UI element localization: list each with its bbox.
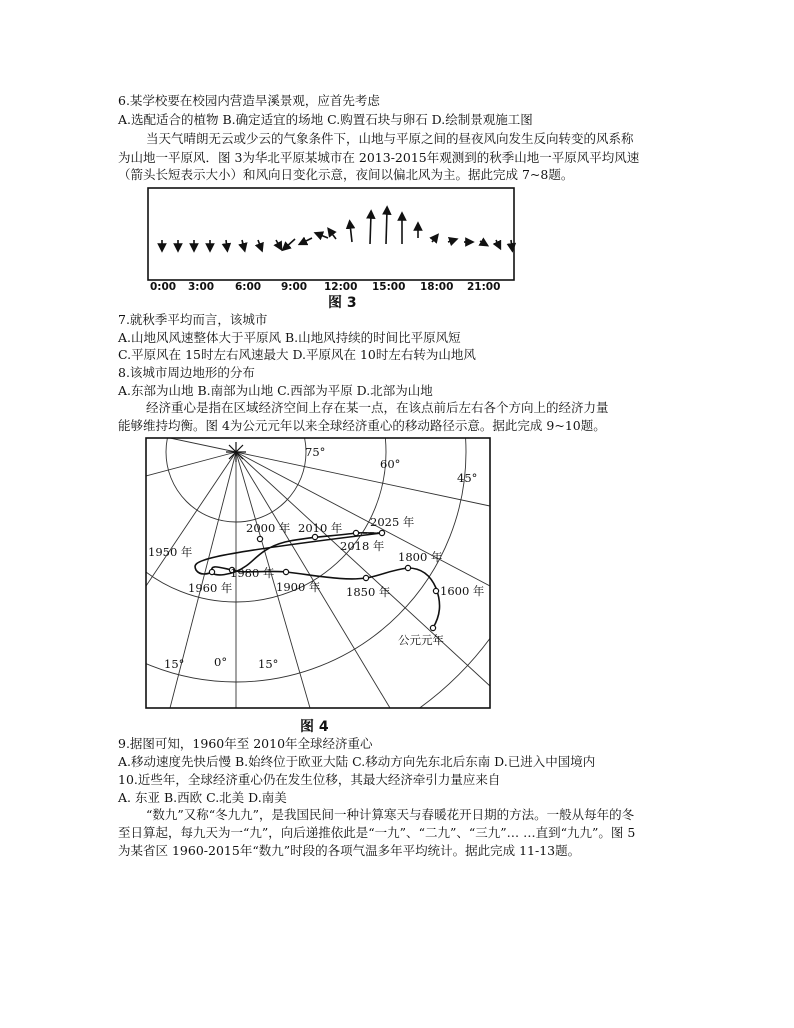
path-point-1600 (433, 588, 438, 593)
year-label-1900: 1900 年 (276, 580, 321, 594)
path-point-2018 (353, 530, 358, 535)
passage1-line3: （箭头长短表示大小）和风向日变化示意，夜间以偏北风为主。据此完成 7~8题。 (118, 167, 574, 182)
year-label-1800: 1800 年 (398, 550, 443, 564)
lat-label-75: 75° (305, 445, 326, 459)
wind-arrow (276, 240, 280, 247)
path-point-2025 (379, 530, 384, 535)
wind-arrow (258, 240, 261, 248)
wind-arrow (302, 238, 312, 243)
wind-arrow (330, 231, 336, 239)
wind-arrow (318, 234, 328, 238)
passage2-line1: 经济重心是指在区域经济空间上存在某一点，在该点前后左右各个方向上的经济力量 (146, 400, 609, 415)
year-label-2018: 2018 年 (340, 539, 385, 553)
figure-4-economic-center-map (140, 436, 500, 734)
meridian (170, 438, 236, 452)
year-label-2000: 2000 年 (246, 521, 291, 535)
time-label: 0:00 (150, 281, 177, 293)
q7-options-cd: C.平原风在 15时左右风速最大 D.平原风在 10时左右转为山地风 (118, 347, 476, 362)
lat-label-45: 45° (457, 471, 478, 485)
passage1-line1: 当天气晴朗无云或少云的气象条件下，山地与平原之间的昼夜风向发生反向转变的风系称 (146, 131, 634, 146)
fig3-caption: 图 3 (328, 295, 357, 311)
wind-arrow (285, 239, 295, 248)
time-label: 3:00 (188, 281, 215, 293)
wind-arrow (432, 237, 436, 242)
year-label-1600: 1600 年 (440, 584, 485, 598)
path-point-0 (430, 625, 435, 630)
q9-options: A.移动速度先快后慢 B.始终位于欧亚大陆 C.移动方向先东北后东南 D.已进入中国境内 (118, 754, 596, 769)
wind-arrow (448, 240, 454, 242)
lon-label-15e: 15° (258, 657, 279, 671)
path-point-2010 (312, 534, 317, 539)
q6-stem: 6.某学校要在校园内营造旱溪景观，应首先考虑 (118, 93, 380, 108)
wind-arrows (162, 210, 512, 248)
fig3-frame (148, 188, 514, 280)
q10-options: A. 东亚 B.西欧 C.北美 D.南美 (118, 790, 287, 805)
wind-arrow (496, 240, 499, 246)
year-label-1950: 1950 年 (148, 545, 193, 559)
path-point-1800 (405, 565, 410, 570)
fig4-caption: 图 4 (300, 719, 329, 735)
wind-arrow (480, 241, 485, 244)
passage3-line3: 为某省区 1960-2015年“数九”时段的各项气温多年平均统计。据此完成 11-13题。 (118, 843, 581, 858)
lat-label-60: 60° (380, 457, 401, 471)
time-label: 12:00 (324, 281, 358, 293)
meridian (236, 452, 490, 506)
lon-label-0: 0° (214, 655, 228, 669)
time-label: 9:00 (281, 281, 308, 293)
wind-arrow (226, 240, 227, 248)
year-label-2010: 2010 年 (298, 521, 343, 535)
q8-options: A.东部为山地 B.南部为山地 C.西部为平原 D.北部为山地 (118, 383, 433, 398)
year-label-1960: 1960 年 (188, 581, 233, 595)
passage2-line2: 能够维持均衡。图 4为公元元年以来全球经济重心的移动路径示意。据此完成 9~10题。 (118, 418, 606, 433)
q7-options-ab: A.山地风风速整体大于平原风 B.山地风持续的时间比平原风短 (118, 330, 461, 345)
time-label: 6:00 (235, 281, 262, 293)
year-label-1850: 1850 年 (346, 585, 391, 599)
year-label-1980: 1980 年 (230, 566, 275, 580)
passage1-line2: 为山地一平原风．图 3为华北平原某城市在 2013-2015年观测到的秋季山地一平原风平均风速 (118, 150, 640, 165)
path-point-1850 (363, 575, 368, 580)
wind-arrow (386, 210, 387, 244)
lon-label-15w: 15° (164, 657, 185, 671)
wind-arrow (370, 214, 371, 244)
wind-arrow (511, 240, 512, 248)
path-point-1900 (283, 569, 288, 574)
time-label: 15:00 (372, 281, 406, 293)
time-label: 21:00 (467, 281, 501, 293)
path-point-2000 (257, 536, 262, 541)
q6-options: A.选配适合的植物 B.确定适宜的场地 C.购置石块与卵石 D.绘制景观施工图 (118, 112, 533, 127)
north-pole-star-icon (226, 442, 246, 462)
passage3-line1: “数九”又称“冬九九”，是我国民间一种计算寒天与春暖花开日期的方法。一般从每年的冬 (146, 807, 635, 822)
q9-stem: 9.据图可知，1960年至 2010年全球经济重心 (118, 736, 373, 751)
year-label-2025: 2025 年 (370, 515, 415, 529)
passage3-line2: 至日算起，每九天为一“九”，向后递推依此是“一九”、“二九”、“三九”… …直到“九九”。图 5 (118, 825, 636, 840)
q10-stem: 10.近些年，全球经济重心仍在发生位移，其最大经济牵引力量应来自 (118, 772, 501, 787)
year-label-0: 公元元年 (398, 633, 444, 647)
path-point-1960 (209, 569, 214, 574)
fig4-frame (146, 438, 490, 708)
time-label: 18:00 (420, 281, 454, 293)
wind-arrow (242, 240, 244, 248)
wind-arrow (350, 224, 352, 242)
q7-stem: 7.就秋季平均而言，该城市 (118, 312, 268, 327)
q8-stem: 8.该城市周边地形的分布 (118, 365, 255, 380)
